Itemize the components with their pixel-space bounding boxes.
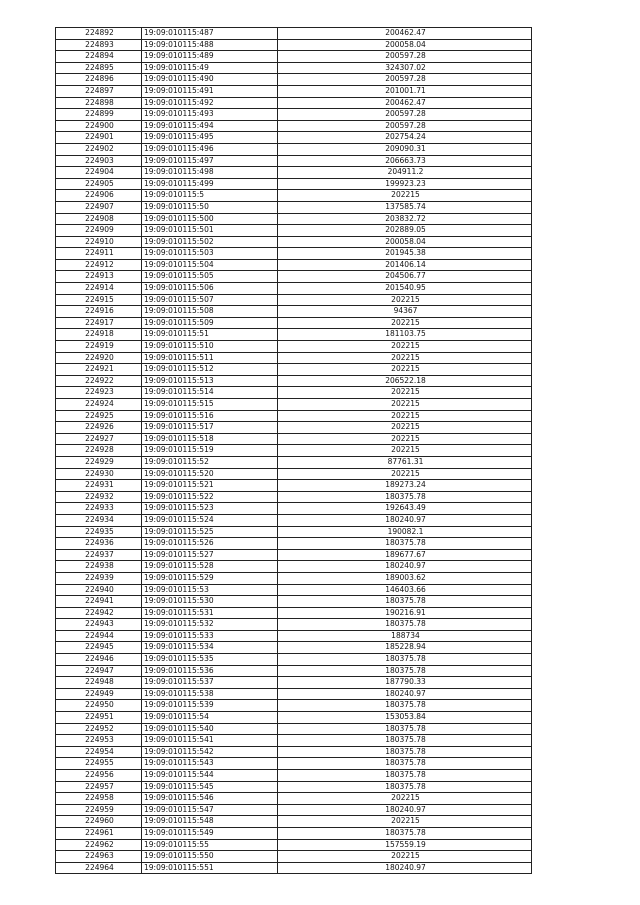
row-value-cell: 180240.97 xyxy=(278,514,532,526)
row-id-cell: 224939 xyxy=(56,572,142,584)
table-row xyxy=(56,514,532,526)
row-id-cell: 224893 xyxy=(56,39,142,51)
row-time-cell: 19:09:010115:535 xyxy=(142,654,278,666)
row-id-cell: 224949 xyxy=(56,688,142,700)
table-row xyxy=(56,526,532,538)
row-value-cell: 180375.78 xyxy=(278,619,532,631)
row-value-cell: 180240.97 xyxy=(278,561,532,573)
row-id-cell: 224960 xyxy=(56,816,142,828)
row-id-cell: 224962 xyxy=(56,839,142,851)
row-value-cell: 202215 xyxy=(278,294,532,306)
row-id-cell: 224931 xyxy=(56,480,142,492)
table-row xyxy=(56,445,532,457)
row-id-cell: 224898 xyxy=(56,97,142,109)
row-time-cell: 19:09:010115:499 xyxy=(142,178,278,190)
row-time-cell: 19:09:010115:530 xyxy=(142,596,278,608)
table-row xyxy=(56,677,532,689)
table-row xyxy=(56,549,532,561)
table-row xyxy=(56,51,532,63)
row-value-cell: 189677.67 xyxy=(278,549,532,561)
row-id-cell: 224908 xyxy=(56,213,142,225)
row-value-cell: 202215 xyxy=(278,190,532,202)
row-time-cell: 19:09:010115:506 xyxy=(142,283,278,295)
row-time-cell: 19:09:010115:540 xyxy=(142,723,278,735)
row-time-cell: 19:09:010115:511 xyxy=(142,352,278,364)
row-value-cell: 201406.14 xyxy=(278,259,532,271)
row-id-cell: 224926 xyxy=(56,422,142,434)
row-id-cell: 224963 xyxy=(56,851,142,863)
row-value-cell: 200597.28 xyxy=(278,120,532,132)
table-row xyxy=(56,410,532,422)
row-value-cell: 180375.78 xyxy=(278,654,532,666)
table-row xyxy=(56,213,532,225)
row-id-cell: 224961 xyxy=(56,827,142,839)
row-time-cell: 19:09:010115:502 xyxy=(142,236,278,248)
table-row xyxy=(56,132,532,144)
row-id-cell: 224892 xyxy=(56,28,142,40)
row-value-cell: 180375.78 xyxy=(278,538,532,550)
row-value-cell: 200462.47 xyxy=(278,97,532,109)
row-id-cell: 224946 xyxy=(56,654,142,666)
table-row xyxy=(56,839,532,851)
row-value-cell: 202215 xyxy=(278,410,532,422)
table-row xyxy=(56,596,532,608)
table-row xyxy=(56,190,532,202)
row-time-cell: 19:09:010115:547 xyxy=(142,804,278,816)
row-id-cell: 224902 xyxy=(56,143,142,155)
row-value-cell: 204506.77 xyxy=(278,271,532,283)
table-row xyxy=(56,74,532,86)
row-time-cell: 19:09:010115:500 xyxy=(142,213,278,225)
row-value-cell: 203832.72 xyxy=(278,213,532,225)
table-row xyxy=(56,480,532,492)
row-value-cell: 180375.78 xyxy=(278,665,532,677)
table-row xyxy=(56,143,532,155)
row-id-cell: 224911 xyxy=(56,248,142,260)
row-value-cell: 202215 xyxy=(278,399,532,411)
table-row xyxy=(56,584,532,596)
row-time-cell: 19:09:010115:532 xyxy=(142,619,278,631)
row-id-cell: 224895 xyxy=(56,62,142,74)
row-value-cell: 202215 xyxy=(278,468,532,480)
row-id-cell: 224922 xyxy=(56,375,142,387)
row-id-cell: 224956 xyxy=(56,770,142,782)
row-time-cell: 19:09:010115:51 xyxy=(142,329,278,341)
row-id-cell: 224899 xyxy=(56,109,142,121)
table-row xyxy=(56,770,532,782)
row-time-cell: 19:09:010115:527 xyxy=(142,549,278,561)
row-time-cell: 19:09:010115:510 xyxy=(142,341,278,353)
row-time-cell: 19:09:010115:519 xyxy=(142,445,278,457)
row-value-cell: 180375.78 xyxy=(278,700,532,712)
row-time-cell: 19:09:010115:548 xyxy=(142,816,278,828)
row-id-cell: 224952 xyxy=(56,723,142,735)
row-id-cell: 224901 xyxy=(56,132,142,144)
row-id-cell: 224913 xyxy=(56,271,142,283)
table-row xyxy=(56,236,532,248)
row-time-cell: 19:09:010115:551 xyxy=(142,862,278,874)
row-time-cell: 19:09:010115:518 xyxy=(142,433,278,445)
row-value-cell: 202215 xyxy=(278,387,532,399)
row-time-cell: 19:09:010115:489 xyxy=(142,51,278,63)
table-row xyxy=(56,688,532,700)
row-id-cell: 224912 xyxy=(56,259,142,271)
table-row xyxy=(56,364,532,376)
row-time-cell: 19:09:010115:529 xyxy=(142,572,278,584)
row-value-cell: 146403.66 xyxy=(278,584,532,596)
row-time-cell: 19:09:010115:50 xyxy=(142,201,278,213)
row-id-cell: 224957 xyxy=(56,781,142,793)
row-time-cell: 19:09:010115:521 xyxy=(142,480,278,492)
row-id-cell: 224903 xyxy=(56,155,142,167)
row-value-cell: 200058.04 xyxy=(278,236,532,248)
row-value-cell: 94367 xyxy=(278,306,532,318)
row-time-cell: 19:09:010115:515 xyxy=(142,399,278,411)
row-value-cell: 181103.75 xyxy=(278,329,532,341)
row-time-cell: 19:09:010115:542 xyxy=(142,746,278,758)
row-id-cell: 224936 xyxy=(56,538,142,550)
row-id-cell: 224947 xyxy=(56,665,142,677)
row-time-cell: 19:09:010115:504 xyxy=(142,259,278,271)
row-id-cell: 224950 xyxy=(56,700,142,712)
table-row xyxy=(56,283,532,295)
row-id-cell: 224938 xyxy=(56,561,142,573)
table-row xyxy=(56,804,532,816)
row-id-cell: 224943 xyxy=(56,619,142,631)
table-row xyxy=(56,341,532,353)
row-time-cell: 19:09:010115:491 xyxy=(142,85,278,97)
row-time-cell: 19:09:010115:543 xyxy=(142,758,278,770)
row-value-cell: 200597.28 xyxy=(278,74,532,86)
row-value-cell: 189003.62 xyxy=(278,572,532,584)
row-value-cell: 180375.78 xyxy=(278,596,532,608)
row-id-cell: 224907 xyxy=(56,201,142,213)
row-id-cell: 224921 xyxy=(56,364,142,376)
row-time-cell: 19:09:010115:539 xyxy=(142,700,278,712)
row-value-cell: 202215 xyxy=(278,433,532,445)
row-time-cell: 19:09:010115:524 xyxy=(142,514,278,526)
row-time-cell: 19:09:010115:497 xyxy=(142,155,278,167)
row-time-cell: 19:09:010115:54 xyxy=(142,712,278,724)
row-time-cell: 19:09:010115:53 xyxy=(142,584,278,596)
row-time-cell: 19:09:010115:494 xyxy=(142,120,278,132)
table-row xyxy=(56,399,532,411)
row-id-cell: 224928 xyxy=(56,445,142,457)
row-time-cell: 19:09:010115:495 xyxy=(142,132,278,144)
row-time-cell: 19:09:010115:493 xyxy=(142,109,278,121)
row-id-cell: 224953 xyxy=(56,735,142,747)
row-id-cell: 224937 xyxy=(56,549,142,561)
row-time-cell: 19:09:010115:487 xyxy=(142,28,278,40)
table-row xyxy=(56,793,532,805)
row-id-cell: 224918 xyxy=(56,329,142,341)
row-id-cell: 224933 xyxy=(56,503,142,515)
table-row xyxy=(56,816,532,828)
row-time-cell: 19:09:010115:544 xyxy=(142,770,278,782)
row-id-cell: 224910 xyxy=(56,236,142,248)
row-id-cell: 224916 xyxy=(56,306,142,318)
table-row xyxy=(56,456,532,468)
table-row xyxy=(56,225,532,237)
row-value-cell: 157559.19 xyxy=(278,839,532,851)
table-row xyxy=(56,259,532,271)
row-value-cell: 153053.84 xyxy=(278,712,532,724)
table-row xyxy=(56,120,532,132)
table-row xyxy=(56,178,532,190)
table-row xyxy=(56,167,532,179)
row-value-cell: 202215 xyxy=(278,793,532,805)
row-value-cell: 200058.04 xyxy=(278,39,532,51)
row-time-cell: 19:09:010115:514 xyxy=(142,387,278,399)
row-time-cell: 19:09:010115:516 xyxy=(142,410,278,422)
row-value-cell: 180375.78 xyxy=(278,735,532,747)
row-value-cell: 180240.97 xyxy=(278,688,532,700)
row-value-cell: 324307.02 xyxy=(278,62,532,74)
row-id-cell: 224959 xyxy=(56,804,142,816)
table-row xyxy=(56,746,532,758)
table-row xyxy=(56,665,532,677)
row-time-cell: 19:09:010115:55 xyxy=(142,839,278,851)
row-id-cell: 224923 xyxy=(56,387,142,399)
table-row xyxy=(56,97,532,109)
table-row xyxy=(56,433,532,445)
table-row xyxy=(56,781,532,793)
row-id-cell: 224925 xyxy=(56,410,142,422)
table-row xyxy=(56,712,532,724)
row-id-cell: 224919 xyxy=(56,341,142,353)
table-row xyxy=(56,422,532,434)
row-value-cell: 180375.78 xyxy=(278,746,532,758)
table-row xyxy=(56,155,532,167)
row-time-cell: 19:09:010115:526 xyxy=(142,538,278,550)
table-row xyxy=(56,201,532,213)
row-id-cell: 224929 xyxy=(56,456,142,468)
row-time-cell: 19:09:010115:49 xyxy=(142,62,278,74)
row-value-cell: 180375.78 xyxy=(278,758,532,770)
row-time-cell: 19:09:010115:522 xyxy=(142,491,278,503)
row-time-cell: 19:09:010115:488 xyxy=(142,39,278,51)
row-time-cell: 19:09:010115:507 xyxy=(142,294,278,306)
table-row xyxy=(56,85,532,97)
row-id-cell: 224941 xyxy=(56,596,142,608)
table-row xyxy=(56,758,532,770)
table-row xyxy=(56,538,532,550)
row-time-cell: 19:09:010115:501 xyxy=(142,225,278,237)
row-value-cell: 187790.33 xyxy=(278,677,532,689)
table-row xyxy=(56,561,532,573)
row-time-cell: 19:09:010115:550 xyxy=(142,851,278,863)
row-value-cell: 199923.23 xyxy=(278,178,532,190)
row-time-cell: 19:09:010115:528 xyxy=(142,561,278,573)
table-row xyxy=(56,572,532,584)
table-row xyxy=(56,306,532,318)
row-id-cell: 224948 xyxy=(56,677,142,689)
row-value-cell: 180375.78 xyxy=(278,770,532,782)
row-time-cell: 19:09:010115:536 xyxy=(142,665,278,677)
row-id-cell: 224905 xyxy=(56,178,142,190)
row-value-cell: 87761.31 xyxy=(278,456,532,468)
row-id-cell: 224935 xyxy=(56,526,142,538)
row-id-cell: 224909 xyxy=(56,225,142,237)
row-time-cell: 19:09:010115:490 xyxy=(142,74,278,86)
row-time-cell: 19:09:010115:517 xyxy=(142,422,278,434)
row-time-cell: 19:09:010115:534 xyxy=(142,642,278,654)
table-row xyxy=(56,271,532,283)
row-id-cell: 224914 xyxy=(56,283,142,295)
row-time-cell: 19:09:010115:508 xyxy=(142,306,278,318)
row-value-cell: 206522.18 xyxy=(278,375,532,387)
row-value-cell: 202215 xyxy=(278,851,532,863)
row-time-cell: 19:09:010115:520 xyxy=(142,468,278,480)
row-time-cell: 19:09:010115:525 xyxy=(142,526,278,538)
row-value-cell: 200597.28 xyxy=(278,109,532,121)
row-value-cell: 180240.97 xyxy=(278,804,532,816)
row-time-cell: 19:09:010115:496 xyxy=(142,143,278,155)
row-id-cell: 224954 xyxy=(56,746,142,758)
row-time-cell: 19:09:010115:52 xyxy=(142,456,278,468)
table-row xyxy=(56,630,532,642)
row-time-cell: 19:09:010115:533 xyxy=(142,630,278,642)
row-value-cell: 202754.24 xyxy=(278,132,532,144)
row-value-cell: 200597.28 xyxy=(278,51,532,63)
table-row xyxy=(56,619,532,631)
row-time-cell: 19:09:010115:537 xyxy=(142,677,278,689)
table-row xyxy=(56,700,532,712)
table-row xyxy=(56,375,532,387)
row-value-cell: 202215 xyxy=(278,816,532,828)
row-id-cell: 224924 xyxy=(56,399,142,411)
table-row xyxy=(56,248,532,260)
row-value-cell: 190082.1 xyxy=(278,526,532,538)
row-time-cell: 19:09:010115:513 xyxy=(142,375,278,387)
row-value-cell: 180375.78 xyxy=(278,781,532,793)
row-id-cell: 224930 xyxy=(56,468,142,480)
table-row xyxy=(56,352,532,364)
row-time-cell: 19:09:010115:538 xyxy=(142,688,278,700)
row-id-cell: 224927 xyxy=(56,433,142,445)
table-row xyxy=(56,723,532,735)
row-id-cell: 224917 xyxy=(56,317,142,329)
row-value-cell: 202215 xyxy=(278,422,532,434)
table-row xyxy=(56,294,532,306)
row-id-cell: 224894 xyxy=(56,51,142,63)
row-value-cell: 200462.47 xyxy=(278,28,532,40)
table-row xyxy=(56,317,532,329)
row-value-cell: 202215 xyxy=(278,364,532,376)
row-value-cell: 202215 xyxy=(278,445,532,457)
row-value-cell: 202215 xyxy=(278,341,532,353)
table-row xyxy=(56,862,532,874)
table-row xyxy=(56,109,532,121)
row-id-cell: 224942 xyxy=(56,607,142,619)
row-value-cell: 185228.94 xyxy=(278,642,532,654)
row-value-cell: 192643.49 xyxy=(278,503,532,515)
table-row xyxy=(56,468,532,480)
table-row xyxy=(56,827,532,839)
row-id-cell: 224945 xyxy=(56,642,142,654)
table-body xyxy=(56,28,532,874)
row-time-cell: 19:09:010115:545 xyxy=(142,781,278,793)
row-time-cell: 19:09:010115:546 xyxy=(142,793,278,805)
row-time-cell: 19:09:010115:492 xyxy=(142,97,278,109)
row-value-cell: 180240.97 xyxy=(278,862,532,874)
row-value-cell: 190216.91 xyxy=(278,607,532,619)
table-row xyxy=(56,735,532,747)
row-time-cell: 19:09:010115:512 xyxy=(142,364,278,376)
row-time-cell: 19:09:010115:531 xyxy=(142,607,278,619)
row-value-cell: 209090.31 xyxy=(278,143,532,155)
row-id-cell: 224904 xyxy=(56,167,142,179)
row-id-cell: 224896 xyxy=(56,74,142,86)
row-value-cell: 180375.78 xyxy=(278,827,532,839)
row-time-cell: 19:09:010115:523 xyxy=(142,503,278,515)
row-value-cell: 202215 xyxy=(278,352,532,364)
row-id-cell: 224958 xyxy=(56,793,142,805)
table-row xyxy=(56,654,532,666)
data-table xyxy=(55,27,532,874)
row-time-cell: 19:09:010115:505 xyxy=(142,271,278,283)
row-value-cell: 180375.78 xyxy=(278,723,532,735)
row-id-cell: 224934 xyxy=(56,514,142,526)
row-value-cell: 189273.24 xyxy=(278,480,532,492)
table-row xyxy=(56,503,532,515)
row-id-cell: 224964 xyxy=(56,862,142,874)
row-value-cell: 204911.2 xyxy=(278,167,532,179)
row-id-cell: 224915 xyxy=(56,294,142,306)
row-id-cell: 224944 xyxy=(56,630,142,642)
row-id-cell: 224955 xyxy=(56,758,142,770)
table-row xyxy=(56,491,532,503)
row-id-cell: 224920 xyxy=(56,352,142,364)
row-time-cell: 19:09:010115:5 xyxy=(142,190,278,202)
row-id-cell: 224897 xyxy=(56,85,142,97)
row-value-cell: 202215 xyxy=(278,317,532,329)
row-value-cell: 180375.78 xyxy=(278,491,532,503)
row-time-cell: 19:09:010115:541 xyxy=(142,735,278,747)
table-row xyxy=(56,387,532,399)
row-value-cell: 137585.74 xyxy=(278,201,532,213)
row-value-cell: 188734 xyxy=(278,630,532,642)
row-id-cell: 224940 xyxy=(56,584,142,596)
row-value-cell: 206663.73 xyxy=(278,155,532,167)
table-row xyxy=(56,62,532,74)
row-value-cell: 201945.38 xyxy=(278,248,532,260)
row-time-cell: 19:09:010115:509 xyxy=(142,317,278,329)
table-row xyxy=(56,642,532,654)
row-value-cell: 201001.71 xyxy=(278,85,532,97)
row-time-cell: 19:09:010115:549 xyxy=(142,827,278,839)
row-time-cell: 19:09:010115:503 xyxy=(142,248,278,260)
table-row xyxy=(56,851,532,863)
row-id-cell: 224900 xyxy=(56,120,142,132)
row-id-cell: 224951 xyxy=(56,712,142,724)
row-time-cell: 19:09:010115:498 xyxy=(142,167,278,179)
table-row xyxy=(56,39,532,51)
table-row xyxy=(56,607,532,619)
row-id-cell: 224932 xyxy=(56,491,142,503)
table-row xyxy=(56,329,532,341)
row-value-cell: 202889.05 xyxy=(278,225,532,237)
row-id-cell: 224906 xyxy=(56,190,142,202)
table-row xyxy=(56,28,532,40)
row-value-cell: 201540.95 xyxy=(278,283,532,295)
